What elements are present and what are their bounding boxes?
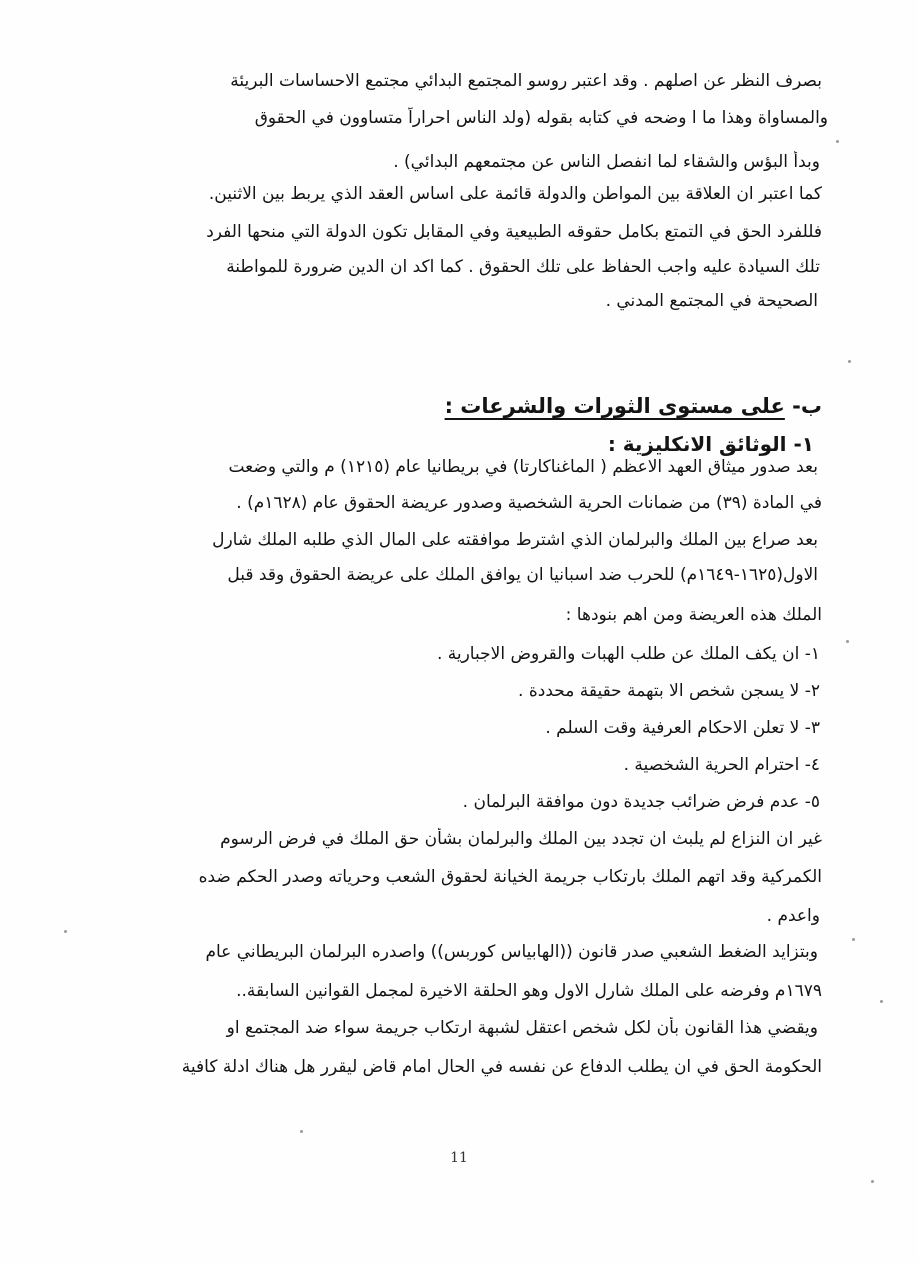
paragraph-line: واعدم . (766, 906, 820, 926)
list-item: ٢- لا يسجن شخص الا بتهمة حقيقة محددة . (518, 681, 820, 701)
paragraph-line: الصحيحة في المجتمع المدني . (605, 291, 818, 311)
paragraph-line: الحكومة الحق في ان يطلب الدفاع عن نفسه في الحال امام قاض ليقرر هل هناك ادلة كافية (181, 1057, 822, 1077)
scan-speck (846, 640, 849, 643)
paragraph-line: الملك هذه العريضة ومن اهم بنودها : (565, 605, 822, 625)
list-item: ٤- احترام الحرية الشخصية . (623, 755, 820, 775)
paragraph-line: تلك السيادة عليه واجب الحفاظ على تلك الحقوق . كما اكد ان الدين ضرورة للمواطنة (226, 257, 820, 277)
paragraph-line: بعد صدور ميثاق العهد الاعظم ( الماغناكارتا) في بريطانيا عام (١٢١٥) م والتي وضعت (228, 457, 818, 477)
scan-speck (880, 1000, 883, 1003)
paragraph-line: وبدأ البؤس والشقاء لما انفصل الناس عن مجتمعهم البدائي) . (393, 152, 820, 172)
paragraph-line: في المادة (٣٩) من ضمانات الحرية الشخصية وصدور عريضة الحقوق عام (١٦٢٨م) . (236, 493, 822, 513)
list-item: ٣- لا تعلن الاحكام العرفية وقت السلم . (545, 718, 820, 738)
paragraph-line: بعد صراع بين الملك والبرلمان الذي اشترط موافقته على المال الذي طلبه الملك شارل (212, 530, 818, 550)
page-number: 11 (450, 1150, 468, 1166)
paragraph-line: بصرف النظر عن اصلهم . وقد اعتبر روسو المجتمع البدائي مجتمع الاحساسات البريئة (230, 71, 822, 91)
section-b-title: على مستوى الثورات والشرعات : (444, 394, 785, 418)
list-item: ٥- عدم فرض ضرائب جديدة دون موافقة البرلمان . (462, 792, 820, 812)
scan-speck (871, 1180, 874, 1183)
paragraph-line: الاول(١٦٢٥-١٦٤٩م) للحرب ضد اسبانيا ان يوافق الملك على عريضة الحقوق وقد قبل (227, 565, 818, 585)
list-item: ١- ان يكف الملك عن طلب الهبات والقروض الاجبارية . (436, 644, 820, 664)
paragraph-line: ويقضي هذا القانون بأن لكل شخص اعتقل لشبهة ارتكاب جريمة سواء ضد المجتمع او (226, 1018, 818, 1038)
scan-speck (64, 930, 67, 933)
paragraph-line: وبتزايد الضغط الشعبي صدر قانون ((الهابياس كوربس)) واصدره البرلمان البريطاني عام (205, 942, 818, 962)
paragraph-line: الكمركية وقد اتهم الملك بارتكاب جريمة الخيانة لحقوق الشعب وحرياته وصدر الحكم ضده (198, 867, 822, 887)
paragraph-line: فللفرد الحق في التمتع بكامل حقوقه الطبيعية وفي المقابل تكون الدولة التي منحها الفرد (206, 222, 822, 242)
paragraph-line: غير ان النزاع لم يلبث ان تجدد بين الملك والبرلمان بشأن حق الملك في فرض الرسوم (220, 829, 822, 849)
scan-speck (300, 1130, 303, 1133)
scan-speck (848, 360, 851, 363)
section-b-heading (222, 392, 822, 420)
scan-speck (836, 140, 839, 143)
paragraph-line: والمساواة وهذا ما ا وضحه في كتابه بقوله (ولد الناس احراراً متساوون في الحقوق (254, 108, 828, 128)
subsection-1-heading: ١- الوثائق الانكليزية : (607, 432, 814, 456)
scan-speck (852, 938, 855, 941)
paragraph-line: كما اعتبر ان العلاقة بين المواطن والدولة قائمة على اساس العقد الذي يربط بين الاثنين. (208, 184, 822, 204)
paragraph-line: ١٦٧٩م وفرضه على الملك شارل الاول وهو الحلقة الاخيرة لمجمل القوانين السابقة.. (236, 981, 822, 1001)
section-b-label: ب- (792, 394, 822, 418)
